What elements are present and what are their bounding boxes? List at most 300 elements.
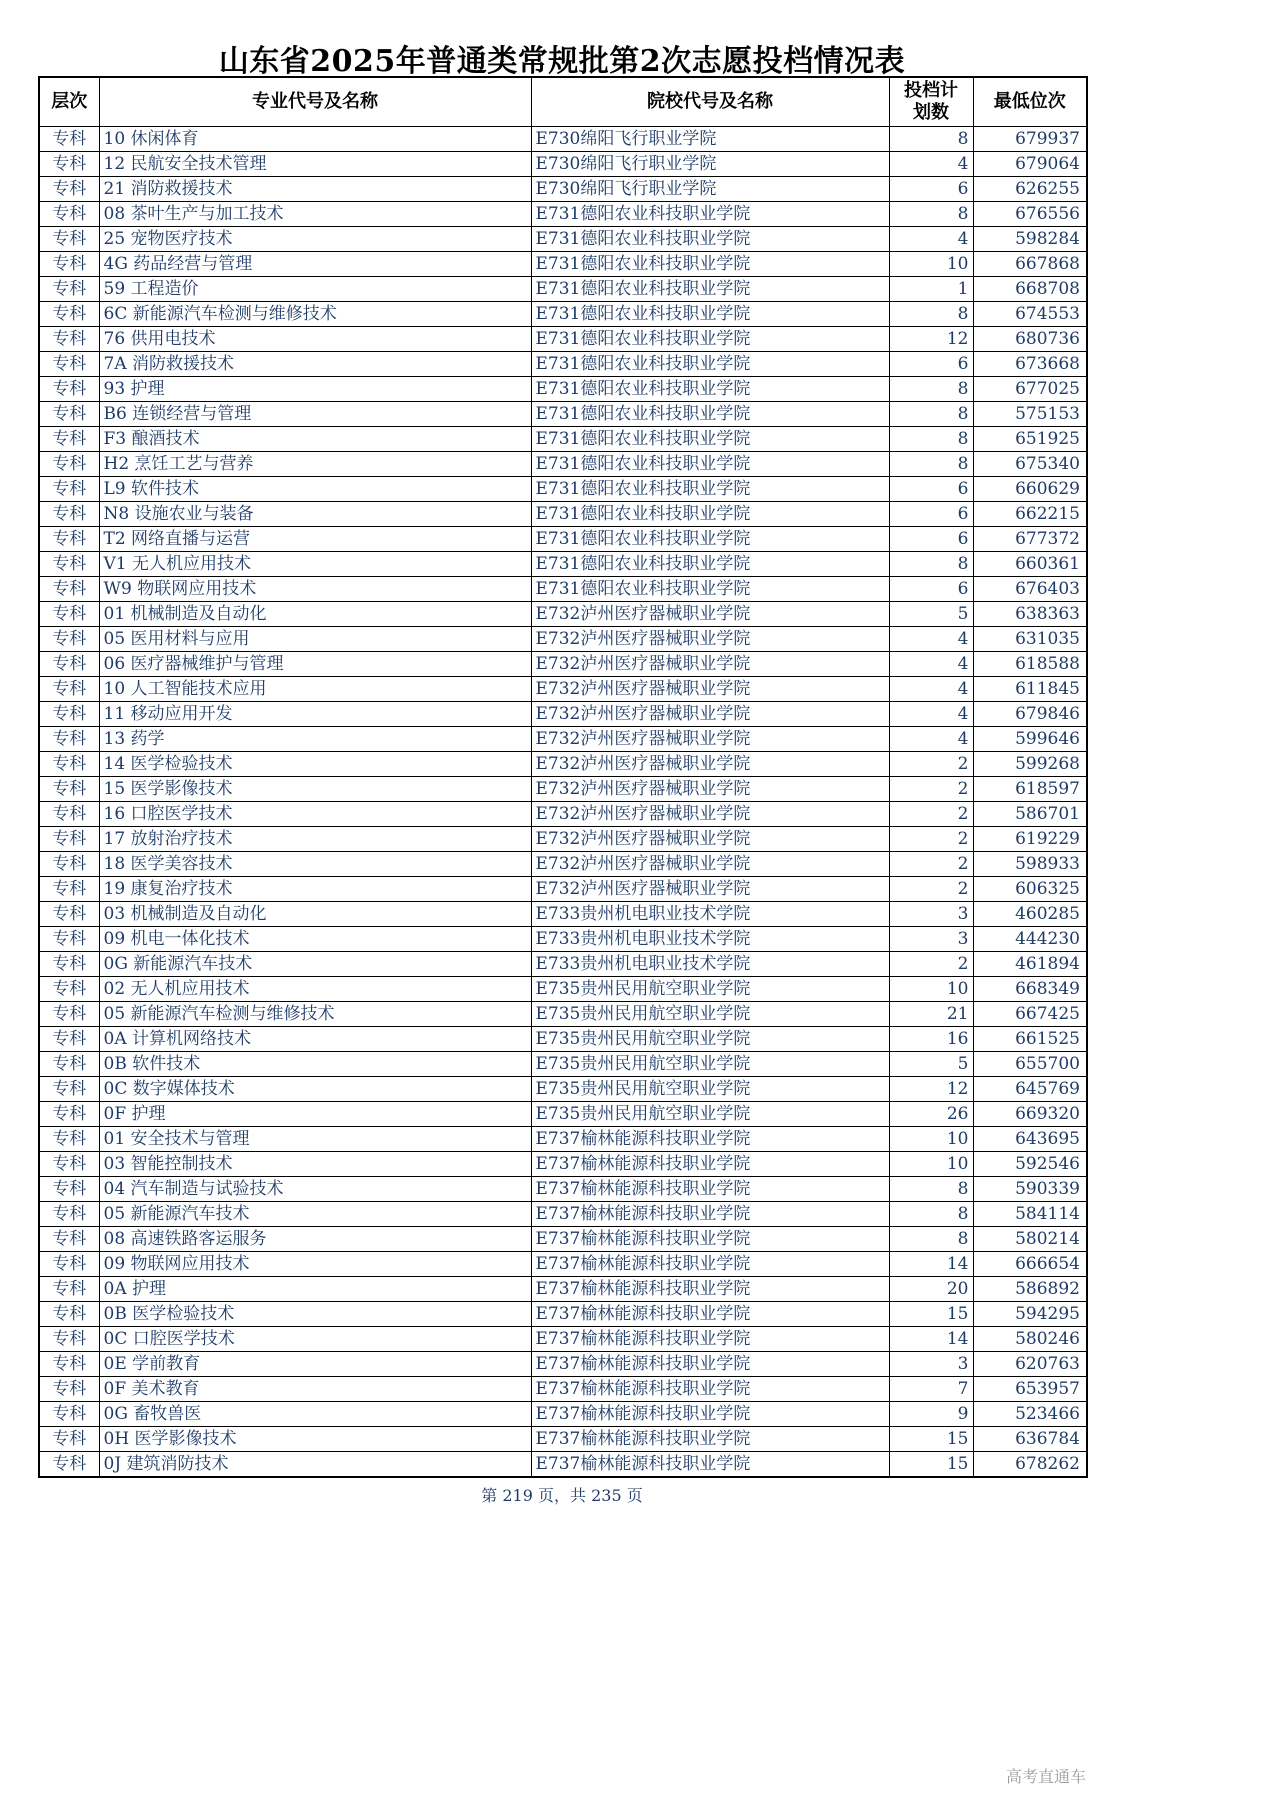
table-row — [39, 427, 1087, 452]
min-rank-cell: 592546 — [973, 1152, 1087, 1177]
table-row — [39, 902, 1087, 927]
table-row — [39, 202, 1087, 227]
college-code-name-cell: E730绵阳飞行职业学院 — [531, 152, 889, 177]
table-row — [39, 177, 1087, 202]
plan-count-cell: 2 — [889, 802, 973, 827]
level-cell: 专科 — [39, 727, 99, 752]
major-code-name-cell: 0A 计算机网络技术 — [99, 1027, 531, 1052]
plan-count-cell: 7 — [889, 1377, 973, 1402]
major-code-name-cell: 06 医疗器械维护与管理 — [99, 652, 531, 677]
plan-count-cell: 3 — [889, 927, 973, 952]
plan-count-cell: 8 — [889, 402, 973, 427]
min-rank-cell: 631035 — [973, 627, 1087, 652]
level-cell: 专科 — [39, 1077, 99, 1102]
table-row — [39, 1252, 1087, 1277]
min-rank-cell: 606325 — [973, 877, 1087, 902]
header-level: 层次 — [39, 77, 99, 127]
level-cell: 专科 — [39, 1052, 99, 1077]
plan-count-cell: 8 — [889, 1177, 973, 1202]
college-code-name-cell: E735贵州民用航空职业学院 — [531, 1002, 889, 1027]
plan-count-cell: 2 — [889, 952, 973, 977]
min-rank-cell: 679846 — [973, 702, 1087, 727]
plan-count-cell: 4 — [889, 152, 973, 177]
major-code-name-cell: L9 软件技术 — [99, 477, 531, 502]
college-code-name-cell: E737榆林能源科技职业学院 — [531, 1227, 889, 1252]
level-cell: 专科 — [39, 852, 99, 877]
major-code-name-cell: 09 物联网应用技术 — [99, 1252, 531, 1277]
college-code-name-cell: E731德阳农业科技职业学院 — [531, 252, 889, 277]
plan-count-cell: 6 — [889, 177, 973, 202]
level-cell: 专科 — [39, 702, 99, 727]
level-cell: 专科 — [39, 952, 99, 977]
level-cell: 专科 — [39, 1102, 99, 1127]
major-code-name-cell: 10 休闲体育 — [99, 127, 531, 152]
level-cell: 专科 — [39, 577, 99, 602]
college-code-name-cell: E731德阳农业科技职业学院 — [531, 502, 889, 527]
min-rank-cell: 461894 — [973, 952, 1087, 977]
plan-count-cell: 15 — [889, 1452, 973, 1478]
level-cell: 专科 — [39, 1377, 99, 1402]
table-row — [39, 1402, 1087, 1427]
college-code-name-cell: E735贵州民用航空职业学院 — [531, 1077, 889, 1102]
level-cell: 专科 — [39, 527, 99, 552]
table-row — [39, 352, 1087, 377]
header-row — [39, 77, 1087, 127]
major-code-name-cell: 16 口腔医学技术 — [99, 802, 531, 827]
table-row — [39, 702, 1087, 727]
min-rank-cell: 660361 — [973, 552, 1087, 577]
level-cell: 专科 — [39, 1277, 99, 1302]
header-major: 专业代号及名称 — [99, 77, 531, 127]
min-rank-cell: 660629 — [973, 477, 1087, 502]
plan-count-cell: 6 — [889, 352, 973, 377]
plan-count-cell: 4 — [889, 702, 973, 727]
plan-count-cell: 6 — [889, 502, 973, 527]
college-code-name-cell: E731德阳农业科技职业学院 — [531, 527, 889, 552]
plan-count-cell: 10 — [889, 252, 973, 277]
min-rank-cell: 678262 — [973, 1452, 1087, 1478]
plan-count-cell: 8 — [889, 302, 973, 327]
major-code-name-cell: 05 新能源汽车检测与维修技术 — [99, 1002, 531, 1027]
table-row — [39, 327, 1087, 352]
major-code-name-cell: 03 机械制造及自动化 — [99, 902, 531, 927]
major-code-name-cell: 0F 护理 — [99, 1102, 531, 1127]
table-row — [39, 752, 1087, 777]
min-rank-cell: 662215 — [973, 502, 1087, 527]
table-row — [39, 827, 1087, 852]
min-rank-cell: 651925 — [973, 427, 1087, 452]
major-code-name-cell: W9 物联网应用技术 — [99, 577, 531, 602]
major-code-name-cell: 0A 护理 — [99, 1277, 531, 1302]
major-code-name-cell: 19 康复治疗技术 — [99, 877, 531, 902]
min-rank-cell: 669320 — [973, 1102, 1087, 1127]
table-row — [39, 152, 1087, 177]
major-code-name-cell: H2 烹饪工艺与营养 — [99, 452, 531, 477]
table-row — [39, 452, 1087, 477]
min-rank-cell: 599646 — [973, 727, 1087, 752]
level-cell: 专科 — [39, 1427, 99, 1452]
plan-count-cell: 14 — [889, 1327, 973, 1352]
min-rank-cell: 599268 — [973, 752, 1087, 777]
table-row — [39, 377, 1087, 402]
college-code-name-cell: E732泸州医疗器械职业学院 — [531, 777, 889, 802]
header-college: 院校代号及名称 — [531, 77, 889, 127]
table-body — [39, 127, 1087, 1478]
plan-count-cell: 2 — [889, 752, 973, 777]
college-code-name-cell: E737榆林能源科技职业学院 — [531, 1352, 889, 1377]
major-code-name-cell: 17 放射治疗技术 — [99, 827, 531, 852]
table-row — [39, 127, 1087, 152]
major-code-name-cell: 7A 消防救援技术 — [99, 352, 531, 377]
level-cell: 专科 — [39, 452, 99, 477]
min-rank-cell: 638363 — [973, 602, 1087, 627]
min-rank-cell: 460285 — [973, 902, 1087, 927]
min-rank-cell: 661525 — [973, 1027, 1087, 1052]
table-row — [39, 802, 1087, 827]
level-cell: 专科 — [39, 427, 99, 452]
plan-count-cell: 8 — [889, 1227, 973, 1252]
level-cell: 专科 — [39, 477, 99, 502]
level-cell: 专科 — [39, 502, 99, 527]
min-rank-cell: 618588 — [973, 652, 1087, 677]
page-number: 第 219 页，共 235 页 — [481, 1486, 643, 1505]
college-code-name-cell: E732泸州医疗器械职业学院 — [531, 877, 889, 902]
header-plan-count: 投档计划数 — [889, 77, 973, 127]
college-code-name-cell: E737榆林能源科技职业学院 — [531, 1402, 889, 1427]
level-cell: 专科 — [39, 877, 99, 902]
college-code-name-cell: E732泸州医疗器械职业学院 — [531, 627, 889, 652]
min-rank-cell: 636784 — [973, 1427, 1087, 1452]
college-code-name-cell: E732泸州医疗器械职业学院 — [531, 702, 889, 727]
level-cell: 专科 — [39, 127, 99, 152]
level-cell: 专科 — [39, 1202, 99, 1227]
level-cell: 专科 — [39, 602, 99, 627]
min-rank-cell: 620763 — [973, 1352, 1087, 1377]
table-row — [39, 1077, 1087, 1102]
college-code-name-cell: E731德阳农业科技职业学院 — [531, 577, 889, 602]
level-cell: 专科 — [39, 1302, 99, 1327]
level-cell: 专科 — [39, 277, 99, 302]
college-code-name-cell: E731德阳农业科技职业学院 — [531, 327, 889, 352]
table-row — [39, 1227, 1087, 1252]
major-code-name-cell: 18 医学美容技术 — [99, 852, 531, 877]
table-row — [39, 477, 1087, 502]
plan-count-cell: 8 — [889, 377, 973, 402]
major-code-name-cell: 0H 医学影像技术 — [99, 1427, 531, 1452]
level-cell: 专科 — [39, 677, 99, 702]
min-rank-cell: 653957 — [973, 1377, 1087, 1402]
page-title: 山东省2025年普通类常规批第2次志愿投档情况表 — [218, 44, 906, 79]
college-code-name-cell: E732泸州医疗器械职业学院 — [531, 652, 889, 677]
table-row — [39, 1327, 1087, 1352]
level-cell: 专科 — [39, 902, 99, 927]
table-row — [39, 1002, 1087, 1027]
college-code-name-cell: E731德阳农业科技职业学院 — [531, 427, 889, 452]
table-row — [39, 577, 1087, 602]
plan-count-cell: 5 — [889, 602, 973, 627]
plan-count-cell: 2 — [889, 827, 973, 852]
plan-count-cell: 4 — [889, 652, 973, 677]
level-cell: 专科 — [39, 1227, 99, 1252]
college-code-name-cell: E733贵州机电职业技术学院 — [531, 902, 889, 927]
plan-count-cell: 21 — [889, 1002, 973, 1027]
plan-count-cell: 20 — [889, 1277, 973, 1302]
major-code-name-cell: 0C 口腔医学技术 — [99, 1327, 531, 1352]
level-cell: 专科 — [39, 752, 99, 777]
major-code-name-cell: 0C 数字媒体技术 — [99, 1077, 531, 1102]
college-code-name-cell: E737榆林能源科技职业学院 — [531, 1127, 889, 1152]
min-rank-cell: 674553 — [973, 302, 1087, 327]
admission-table — [38, 76, 1088, 1478]
college-code-name-cell: E732泸州医疗器械职业学院 — [531, 727, 889, 752]
level-cell: 专科 — [39, 177, 99, 202]
plan-count-cell: 15 — [889, 1427, 973, 1452]
level-cell: 专科 — [39, 1352, 99, 1377]
college-code-name-cell: E731德阳农业科技职业学院 — [531, 227, 889, 252]
table-row — [39, 1202, 1087, 1227]
plan-count-cell: 10 — [889, 1152, 973, 1177]
level-cell: 专科 — [39, 777, 99, 802]
plan-count-cell: 6 — [889, 527, 973, 552]
college-code-name-cell: E732泸州医疗器械职业学院 — [531, 827, 889, 852]
min-rank-cell: 679937 — [973, 127, 1087, 152]
level-cell: 专科 — [39, 202, 99, 227]
major-code-name-cell: 15 医学影像技术 — [99, 777, 531, 802]
college-code-name-cell: E733贵州机电职业技术学院 — [531, 952, 889, 977]
table-row — [39, 1052, 1087, 1077]
min-rank-cell: 676556 — [973, 202, 1087, 227]
level-cell: 专科 — [39, 802, 99, 827]
min-rank-cell: 673668 — [973, 352, 1087, 377]
level-cell: 专科 — [39, 302, 99, 327]
table-row — [39, 652, 1087, 677]
table-row — [39, 1127, 1087, 1152]
major-code-name-cell: 14 医学检验技术 — [99, 752, 531, 777]
plan-count-cell: 4 — [889, 677, 973, 702]
plan-count-cell: 4 — [889, 727, 973, 752]
level-cell: 专科 — [39, 227, 99, 252]
major-code-name-cell: 03 智能控制技术 — [99, 1152, 531, 1177]
table-row — [39, 227, 1087, 252]
college-code-name-cell: E732泸州医疗器械职业学院 — [531, 752, 889, 777]
plan-count-cell: 2 — [889, 777, 973, 802]
table-row — [39, 1302, 1087, 1327]
level-cell: 专科 — [39, 627, 99, 652]
plan-count-cell: 8 — [889, 202, 973, 227]
min-rank-cell: 598933 — [973, 852, 1087, 877]
plan-count-cell: 8 — [889, 552, 973, 577]
major-code-name-cell: 08 高速铁路客运服务 — [99, 1227, 531, 1252]
college-code-name-cell: E737榆林能源科技职业学院 — [531, 1427, 889, 1452]
level-cell: 专科 — [39, 327, 99, 352]
college-code-name-cell: E737榆林能源科技职业学院 — [531, 1327, 889, 1352]
min-rank-cell: 626255 — [973, 177, 1087, 202]
plan-count-cell: 2 — [889, 877, 973, 902]
plan-count-cell: 4 — [889, 627, 973, 652]
major-code-name-cell: 12 民航安全技术管理 — [99, 152, 531, 177]
plan-count-cell: 14 — [889, 1252, 973, 1277]
plan-count-cell: 16 — [889, 1027, 973, 1052]
level-cell: 专科 — [39, 1452, 99, 1478]
min-rank-cell: 667868 — [973, 252, 1087, 277]
plan-count-cell: 6 — [889, 577, 973, 602]
plan-count-cell: 12 — [889, 327, 973, 352]
college-code-name-cell: E732泸州医疗器械职业学院 — [531, 602, 889, 627]
plan-count-cell: 1 — [889, 277, 973, 302]
level-cell: 专科 — [39, 552, 99, 577]
plan-count-cell: 4 — [889, 227, 973, 252]
table-row — [39, 977, 1087, 1002]
watermark: 高考直通车 — [1005, 1767, 1086, 1786]
major-code-name-cell: F3 酿酒技术 — [99, 427, 531, 452]
table-row — [39, 1102, 1087, 1127]
table-row — [39, 1177, 1087, 1202]
plan-count-cell: 3 — [889, 902, 973, 927]
level-cell: 专科 — [39, 1027, 99, 1052]
min-rank-cell: 584114 — [973, 1202, 1087, 1227]
level-cell: 专科 — [39, 152, 99, 177]
min-rank-cell: 611845 — [973, 677, 1087, 702]
plan-count-cell: 3 — [889, 1352, 973, 1377]
plan-count-cell: 6 — [889, 477, 973, 502]
level-cell: 专科 — [39, 1127, 99, 1152]
table-row — [39, 1427, 1087, 1452]
table-row — [39, 1377, 1087, 1402]
college-code-name-cell: E731德阳农业科技职业学院 — [531, 352, 889, 377]
major-code-name-cell: N8 设施农业与装备 — [99, 502, 531, 527]
table-row — [39, 502, 1087, 527]
min-rank-cell: 643695 — [973, 1127, 1087, 1152]
min-rank-cell: 676403 — [973, 577, 1087, 602]
table-row — [39, 1352, 1087, 1377]
table-row — [39, 677, 1087, 702]
min-rank-cell: 586701 — [973, 802, 1087, 827]
college-code-name-cell: E731德阳农业科技职业学院 — [531, 452, 889, 477]
table-row — [39, 402, 1087, 427]
min-rank-cell: 619229 — [973, 827, 1087, 852]
table-row — [39, 877, 1087, 902]
table-header — [39, 77, 1087, 127]
college-code-name-cell: E737榆林能源科技职业学院 — [531, 1377, 889, 1402]
min-rank-cell: 668708 — [973, 277, 1087, 302]
level-cell: 专科 — [39, 377, 99, 402]
table-row — [39, 1027, 1087, 1052]
min-rank-cell: 677025 — [973, 377, 1087, 402]
major-code-name-cell: 0E 学前教育 — [99, 1352, 531, 1377]
college-code-name-cell: E732泸州医疗器械职业学院 — [531, 802, 889, 827]
min-rank-cell: 523466 — [973, 1402, 1087, 1427]
table-row — [39, 727, 1087, 752]
major-code-name-cell: 93 护理 — [99, 377, 531, 402]
header-min-rank: 最低位次 — [973, 77, 1087, 127]
level-cell: 专科 — [39, 1402, 99, 1427]
min-rank-cell: 679064 — [973, 152, 1087, 177]
min-rank-cell: 680736 — [973, 327, 1087, 352]
major-code-name-cell: 0B 软件技术 — [99, 1052, 531, 1077]
min-rank-cell: 444230 — [973, 927, 1087, 952]
college-code-name-cell: E731德阳农业科技职业学院 — [531, 302, 889, 327]
major-code-name-cell: 59 工程造价 — [99, 277, 531, 302]
plan-count-cell: 26 — [889, 1102, 973, 1127]
major-code-name-cell: 11 移动应用开发 — [99, 702, 531, 727]
college-code-name-cell: E737榆林能源科技职业学院 — [531, 1202, 889, 1227]
table-row — [39, 602, 1087, 627]
table-row — [39, 777, 1087, 802]
major-code-name-cell: 0J 建筑消防技术 — [99, 1452, 531, 1478]
min-rank-cell: 594295 — [973, 1302, 1087, 1327]
level-cell: 专科 — [39, 252, 99, 277]
major-code-name-cell: B6 连锁经营与管理 — [99, 402, 531, 427]
plan-count-cell: 8 — [889, 127, 973, 152]
college-code-name-cell: E732泸州医疗器械职业学院 — [531, 677, 889, 702]
college-code-name-cell: E737榆林能源科技职业学院 — [531, 1277, 889, 1302]
major-code-name-cell: 08 茶叶生产与加工技术 — [99, 202, 531, 227]
major-code-name-cell: 04 汽车制造与试验技术 — [99, 1177, 531, 1202]
college-code-name-cell: E735贵州民用航空职业学院 — [531, 1052, 889, 1077]
major-code-name-cell: 0B 医学检验技术 — [99, 1302, 531, 1327]
plan-count-cell: 8 — [889, 427, 973, 452]
major-code-name-cell: 09 机电一体化技术 — [99, 927, 531, 952]
college-code-name-cell: E737榆林能源科技职业学院 — [531, 1177, 889, 1202]
college-code-name-cell: E737榆林能源科技职业学院 — [531, 1302, 889, 1327]
major-code-name-cell: T2 网络直播与运营 — [99, 527, 531, 552]
level-cell: 专科 — [39, 1152, 99, 1177]
major-code-name-cell: 6C 新能源汽车检测与维修技术 — [99, 302, 531, 327]
college-code-name-cell: E735贵州民用航空职业学院 — [531, 1027, 889, 1052]
major-code-name-cell: 4G 药品经营与管理 — [99, 252, 531, 277]
min-rank-cell: 618597 — [973, 777, 1087, 802]
college-code-name-cell: E735贵州民用航空职业学院 — [531, 1102, 889, 1127]
min-rank-cell: 598284 — [973, 227, 1087, 252]
major-code-name-cell: 05 医用材料与应用 — [99, 627, 531, 652]
table-row — [39, 952, 1087, 977]
major-code-name-cell: 76 供用电技术 — [99, 327, 531, 352]
min-rank-cell: 655700 — [973, 1052, 1087, 1077]
plan-count-cell: 10 — [889, 977, 973, 1002]
table-row — [39, 277, 1087, 302]
min-rank-cell: 645769 — [973, 1077, 1087, 1102]
table-row — [39, 627, 1087, 652]
plan-count-cell: 5 — [889, 1052, 973, 1077]
major-code-name-cell: 10 人工智能技术应用 — [99, 677, 531, 702]
plan-count-cell: 15 — [889, 1302, 973, 1327]
college-code-name-cell: E731德阳农业科技职业学院 — [531, 552, 889, 577]
college-code-name-cell: E731德阳农业科技职业学院 — [531, 477, 889, 502]
min-rank-cell: 677372 — [973, 527, 1087, 552]
major-code-name-cell: 25 宠物医疗技术 — [99, 227, 531, 252]
min-rank-cell: 586892 — [973, 1277, 1087, 1302]
min-rank-cell: 575153 — [973, 402, 1087, 427]
college-code-name-cell: E731德阳农业科技职业学院 — [531, 377, 889, 402]
major-code-name-cell: 01 机械制造及自动化 — [99, 602, 531, 627]
college-code-name-cell: E737榆林能源科技职业学院 — [531, 1452, 889, 1478]
level-cell: 专科 — [39, 352, 99, 377]
college-code-name-cell: E730绵阳飞行职业学院 — [531, 127, 889, 152]
plan-count-cell: 9 — [889, 1402, 973, 1427]
table-row — [39, 852, 1087, 877]
college-code-name-cell: E731德阳农业科技职业学院 — [531, 277, 889, 302]
major-code-name-cell: 0F 美术教育 — [99, 1377, 531, 1402]
college-code-name-cell: E731德阳农业科技职业学院 — [531, 202, 889, 227]
plan-count-cell: 8 — [889, 452, 973, 477]
min-rank-cell: 667425 — [973, 1002, 1087, 1027]
min-rank-cell: 580246 — [973, 1327, 1087, 1352]
major-code-name-cell: 13 药学 — [99, 727, 531, 752]
major-code-name-cell: 05 新能源汽车技术 — [99, 1202, 531, 1227]
college-code-name-cell: E733贵州机电职业技术学院 — [531, 927, 889, 952]
min-rank-cell: 580214 — [973, 1227, 1087, 1252]
table-row — [39, 1152, 1087, 1177]
